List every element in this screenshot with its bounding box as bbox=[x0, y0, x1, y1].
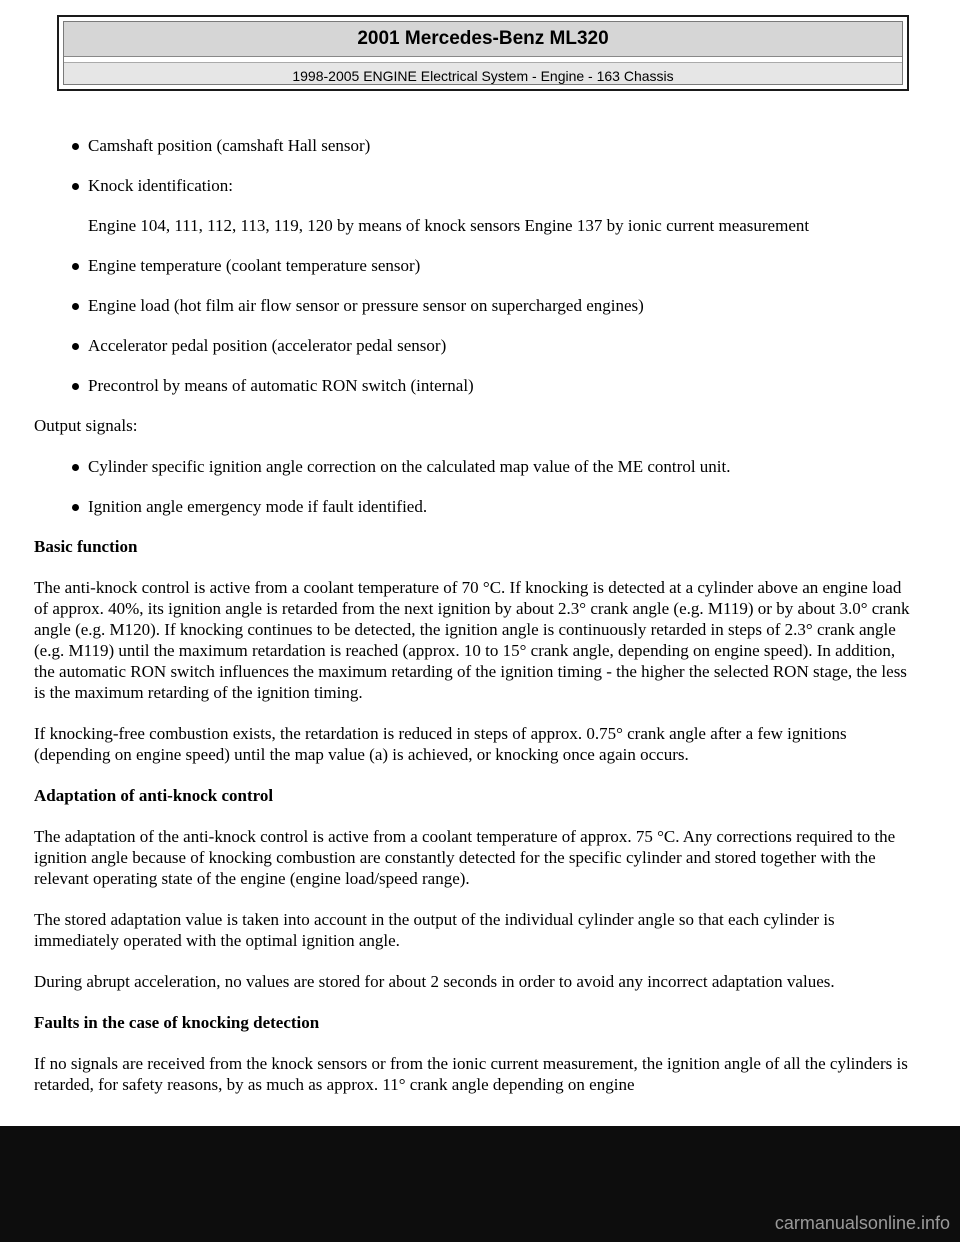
list-item: Cylinder specific ignition angle correction on the calculated map value of the ME control unit. bbox=[88, 456, 914, 477]
paragraph: If no signals are received from the knock sensors or from the ionic current measurement, the ignition angle of all the cylinders is retarded, for safety reasons, by as much as approx. 11° crank angle depending on engine bbox=[34, 1054, 908, 1094]
output-signals-list bbox=[34, 456, 914, 517]
list-item-subtext: Engine 104, 111, 112, 113, 119, 120 by means of knock sensors Engine 137 by ionic current measurement bbox=[88, 216, 810, 235]
paragraph: The stored adaptation value is taken into account in the output of the individual cylinder angle so that each cylinder is immediately operated with the optimal ignition angle. bbox=[34, 910, 835, 950]
input-signals-list bbox=[34, 135, 914, 396]
output-signals-heading: Output signals: bbox=[34, 416, 138, 435]
section-heading-basic-function: Basic function bbox=[34, 537, 138, 556]
watermark-text: carmanualsonline.info bbox=[774, 1213, 950, 1233]
document-header bbox=[57, 15, 909, 91]
list-item: Precontrol by means of automatic RON switch (internal) bbox=[88, 375, 914, 396]
section-heading-faults: Faults in the case of knocking detection bbox=[34, 1013, 320, 1032]
list-item: Ignition angle emergency mode if fault identified. bbox=[88, 496, 914, 517]
list-item: Engine load (hot film air flow sensor or pressure sensor on supercharged engines) bbox=[88, 295, 914, 316]
header-frame bbox=[63, 21, 903, 85]
list-item: Engine temperature (coolant temperature sensor) bbox=[88, 255, 914, 276]
paragraph: During abrupt acceleration, no values are stored for about 2 seconds in order to avoid any incorrect adaptation values. bbox=[34, 972, 835, 991]
document-title: 2001 Mercedes-Benz ML320 bbox=[64, 22, 902, 57]
section-heading-adaptation: Adaptation of anti-knock control bbox=[34, 786, 274, 805]
page-footer bbox=[0, 1126, 960, 1242]
document-subtitle: 1998-2005 ENGINE Electrical System - Engine - 163 Chassis bbox=[64, 62, 902, 84]
list-item: Camshaft position (camshaft Hall sensor) bbox=[88, 135, 914, 156]
list-item: Accelerator pedal position (accelerator pedal sensor) bbox=[88, 335, 914, 356]
list-item: Knock identification: Engine 104, 111, 112, 113, 119, 120 by means of knock sensors Engine 137 by ionic current measurement bbox=[88, 175, 914, 236]
paragraph: The adaptation of the anti-knock control is active from a coolant temperature of approx. 75 °C. Any corrections required to the ignition angle because of knocking combustion are constantly detected for the specific cylinder and stored together with the relevant operating state of the engine (engine load/speed range). bbox=[34, 827, 896, 888]
paragraph: If knocking-free combustion exists, the retardation is reduced in steps of approx. 0.75° crank angle after a few ignitions (depending on engine speed) until the map value (a) is achieved, or knocking once again occurs. bbox=[34, 724, 847, 764]
document-body bbox=[34, 135, 914, 1115]
paragraph: The anti-knock control is active from a coolant temperature of 70 °C. If knocking is detected at a cylinder above an engine load of approx. 40%, its ignition angle is retarded from the next ignition by about 2.3° crank angle (e.g. M119) or by about 3.0° crank angle (e.g. M120). If knocking continues to be detected, the ignition angle is continuously retarded in steps of 2.3° crank angle (e.g. M119) until the maximum retardation is reached (approx. 10 to 15° crank angle, depending on engine speed). In addition, the automatic RON switch influences the maximum retarding of the ignition timing - the higher the selected RON stage, the less is the maximum retarding of the ignition timing. bbox=[34, 578, 910, 702]
